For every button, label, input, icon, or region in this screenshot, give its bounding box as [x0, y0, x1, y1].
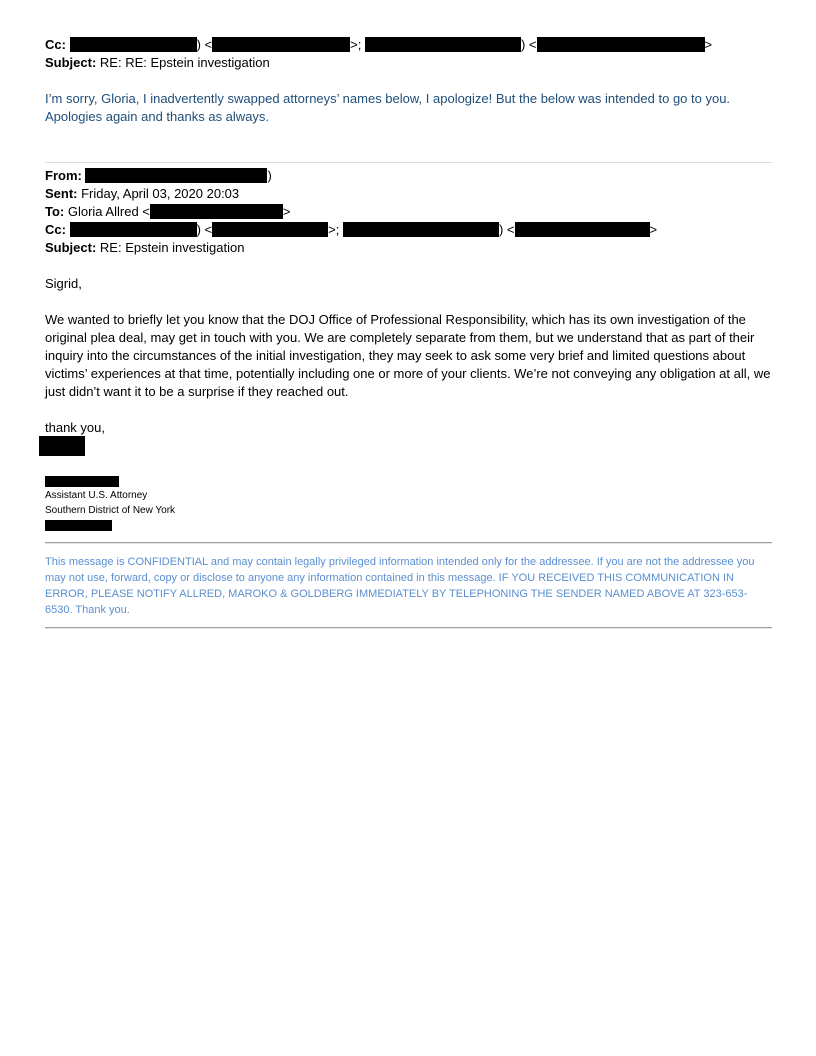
redaction-box — [212, 222, 328, 237]
signer-office: Southern District of New York — [45, 505, 176, 516]
separator-line — [45, 162, 772, 163]
from-close: ) — [267, 168, 272, 183]
cc-separator: ) < — [196, 37, 213, 52]
disclaimer-top-rule — [45, 542, 772, 544]
from-line — [45, 167, 272, 185]
redaction-box — [343, 222, 499, 237]
redaction-box — [365, 37, 521, 52]
sent-label: Sent: — [45, 186, 78, 201]
cc-separator: > — [649, 222, 658, 237]
cc-separator: > — [704, 37, 713, 52]
redaction-box — [150, 204, 283, 219]
redacted-signature-name — [39, 436, 85, 456]
to-label: To: — [45, 204, 65, 219]
subject-value: RE: Epstein investigation — [96, 240, 245, 255]
greeting: Sigrid, — [45, 276, 82, 291]
cc-label: Cc: — [45, 37, 66, 52]
redaction-box — [537, 37, 705, 52]
top-subject-line — [45, 54, 270, 72]
redacted-contact — [45, 520, 112, 531]
body-paragraph: We wanted to briefly let you know that the DOJ Office of Professional Responsibility, which has its own investigation of the original plea deal, may get in touch with you. We are completely separate from them, but we understand that as part of their inquiry into the circumstances of the initial investigation, they may seek to ask some very brief and limited questions about victims’ experiences at that time, potentially including one or more of your clients. We’re not conveying any obligation at all, we just didn’t want it to be a surprise if they reached out. — [45, 312, 771, 399]
redaction-box — [85, 168, 267, 183]
sent-line — [45, 185, 239, 203]
redaction-box — [70, 222, 197, 237]
cc-line — [45, 221, 657, 239]
top-message: I’m sorry, Gloria, I inadvertently swapped attorneys’ names below, I apologize! But the below was intended to go to you. Apologies again and thanks as always. — [45, 91, 731, 124]
redaction-box — [515, 222, 650, 237]
redaction-box — [70, 37, 197, 52]
redaction-box — [212, 37, 350, 52]
cc-separator: ) < — [498, 222, 515, 237]
top-cc-line — [45, 36, 712, 54]
to-value: Gloria Allred < — [64, 204, 150, 219]
closing: thank you, — [45, 420, 105, 435]
cc-separator: >; — [328, 222, 343, 237]
cc-separator: ) < — [196, 222, 213, 237]
to-close: > — [282, 204, 291, 219]
disclaimer-bottom-rule — [45, 627, 772, 629]
confidentiality-disclaimer: This message is CONFIDENTIAL and may contain legally privileged information intended only for the addressee. If you are not the addressee you may not use, forward, copy or disclose to anyone any information contained in this message. IF YOU RECEIVED THIS COMMUNICATION IN ERROR, PLEASE NOTIFY ALLRED, MAROKO & GOLDBERG IMMEDIATELY BY TELEPHONING THE SENDER NAMED ABOVE AT 323-653-6530. Thank you. — [45, 556, 755, 616]
redacted-signer-name — [45, 476, 119, 487]
cc-separator: ) < — [520, 37, 537, 52]
cc-label: Cc: — [45, 222, 66, 237]
to-line — [45, 203, 290, 221]
subject-label: Subject: — [45, 55, 97, 70]
from-label: From: — [45, 168, 82, 183]
sent-value: Friday, April 03, 2020 20:03 — [77, 186, 240, 201]
subject-line — [45, 239, 244, 257]
subject-label: Subject: — [45, 240, 97, 255]
subject-value: RE: RE: Epstein investigation — [96, 55, 270, 70]
signer-title: Assistant U.S. Attorney — [45, 490, 148, 501]
cc-separator: >; — [350, 37, 365, 52]
